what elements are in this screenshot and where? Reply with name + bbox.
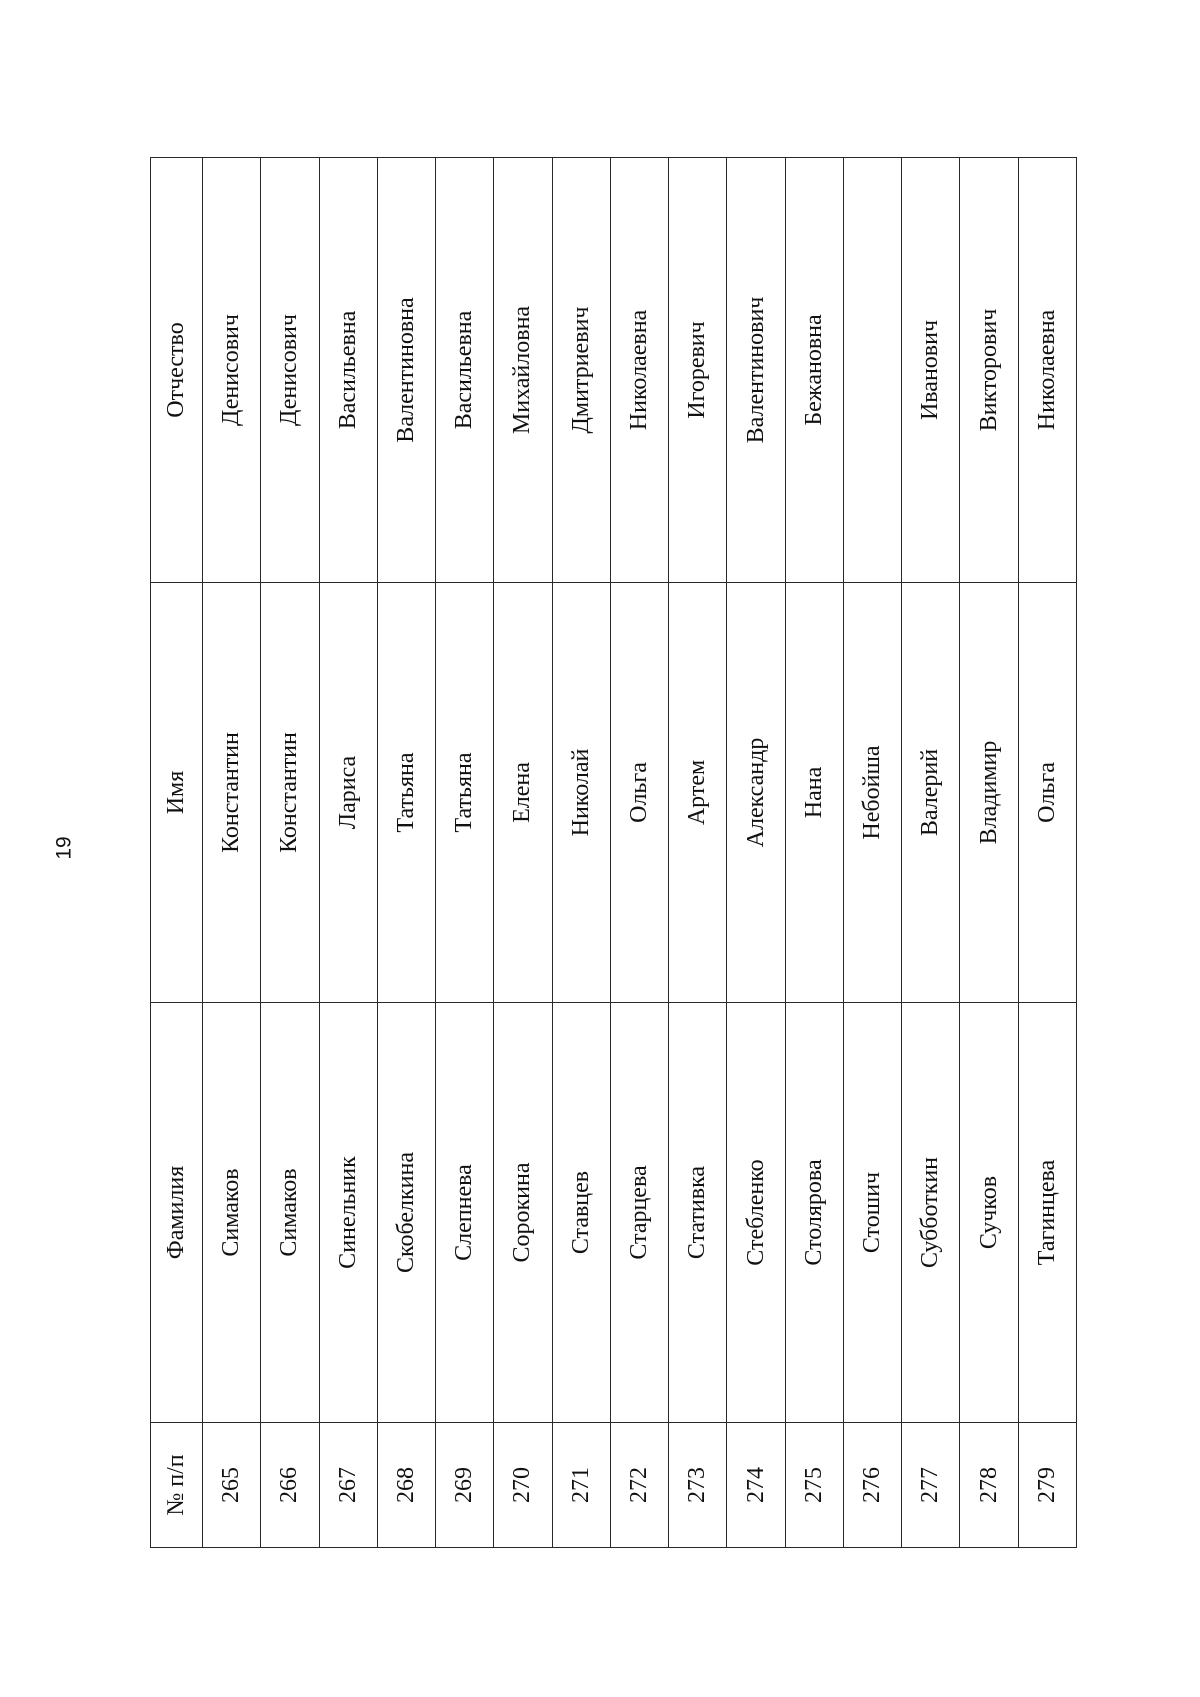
cell-surname: Столярова	[785, 1003, 843, 1423]
cell-num: 277	[902, 1423, 960, 1548]
participants-table	[150, 157, 1077, 1548]
cell-num: 272	[610, 1423, 668, 1548]
table-row	[669, 158, 727, 1548]
page-number-text: 19	[52, 836, 76, 860]
table-body	[203, 158, 1077, 1548]
cell-patronymic: Николаевна	[610, 158, 668, 583]
cell-num: 268	[377, 1423, 435, 1548]
cell-num: 273	[669, 1423, 727, 1548]
table-row	[552, 158, 610, 1548]
cell-name: Небойша	[843, 583, 901, 1003]
cell-surname: Скобелкина	[377, 1003, 435, 1423]
header-surname: Фамилия	[151, 1003, 203, 1423]
cell-num: 266	[261, 1423, 319, 1548]
cell-surname: Стативка	[669, 1003, 727, 1423]
cell-name: Татьяна	[436, 583, 494, 1003]
cell-name: Елена	[494, 583, 552, 1003]
participants-table-container	[150, 158, 1077, 1548]
cell-name: Владимир	[960, 583, 1018, 1003]
cell-num: 269	[436, 1423, 494, 1548]
cell-name: Лариса	[319, 583, 377, 1003]
table-row	[902, 158, 960, 1548]
cell-name: Ольга	[610, 583, 668, 1003]
cell-patronymic: Михайловна	[494, 158, 552, 583]
table-row	[436, 158, 494, 1548]
table-row	[203, 158, 261, 1548]
cell-surname: Ставцев	[552, 1003, 610, 1423]
cell-name: Ольга	[1018, 583, 1076, 1003]
cell-surname: Сорокина	[494, 1003, 552, 1423]
cell-surname: Симаков	[261, 1003, 319, 1423]
cell-patronymic: Игоревич	[669, 158, 727, 583]
cell-name: Александр	[727, 583, 785, 1003]
cell-patronymic: Васильевна	[436, 158, 494, 583]
table-row	[610, 158, 668, 1548]
cell-surname: Слепнева	[436, 1003, 494, 1423]
cell-name: Артем	[669, 583, 727, 1003]
table-header-row	[151, 158, 203, 1548]
cell-surname: Старцева	[610, 1003, 668, 1423]
cell-surname: Сучков	[960, 1003, 1018, 1423]
cell-patronymic: Валентиновна	[377, 158, 435, 583]
cell-name: Татьяна	[377, 583, 435, 1003]
cell-name: Валерий	[902, 583, 960, 1003]
table-row	[494, 158, 552, 1548]
cell-surname: Стебленко	[727, 1003, 785, 1423]
cell-patronymic: Николаевна	[1018, 158, 1076, 583]
cell-name: Николай	[552, 583, 610, 1003]
cell-num: 275	[785, 1423, 843, 1548]
cell-patronymic	[843, 158, 901, 583]
cell-patronymic: Денисович	[261, 158, 319, 583]
table-row	[785, 158, 843, 1548]
header-name: Имя	[151, 583, 203, 1003]
table-row	[727, 158, 785, 1548]
cell-num: 274	[727, 1423, 785, 1548]
cell-patronymic: Денисович	[203, 158, 261, 583]
cell-patronymic: Викторович	[960, 158, 1018, 583]
cell-num: 276	[843, 1423, 901, 1548]
cell-patronymic: Валентинович	[727, 158, 785, 583]
cell-patronymic: Васильевна	[319, 158, 377, 583]
table-row	[960, 158, 1018, 1548]
cell-patronymic: Иванович	[902, 158, 960, 583]
cell-surname: Тагинцева	[1018, 1003, 1076, 1423]
cell-surname: Стошич	[843, 1003, 901, 1423]
table-row	[319, 158, 377, 1548]
cell-surname: Симаков	[203, 1003, 261, 1423]
cell-name: Константин	[203, 583, 261, 1003]
cell-num: 278	[960, 1423, 1018, 1548]
cell-patronymic: Бежановна	[785, 158, 843, 583]
rotated-table-frame	[150, 158, 1077, 1548]
cell-surname: Синельник	[319, 1003, 377, 1423]
cell-name: Константин	[261, 583, 319, 1003]
cell-num: 270	[494, 1423, 552, 1548]
cell-num: 265	[203, 1423, 261, 1548]
table-row	[261, 158, 319, 1548]
page-number	[50, 826, 80, 870]
cell-name: Нана	[785, 583, 843, 1003]
cell-num: 279	[1018, 1423, 1076, 1548]
cell-patronymic: Дмитриевич	[552, 158, 610, 583]
cell-surname: Субботкин	[902, 1003, 960, 1423]
table-row	[1018, 158, 1076, 1548]
table-row	[843, 158, 901, 1548]
table-row	[377, 158, 435, 1548]
cell-num: 271	[552, 1423, 610, 1548]
header-patronymic: Отчество	[151, 158, 203, 583]
header-num: № п/п	[151, 1423, 203, 1548]
cell-num: 267	[319, 1423, 377, 1548]
